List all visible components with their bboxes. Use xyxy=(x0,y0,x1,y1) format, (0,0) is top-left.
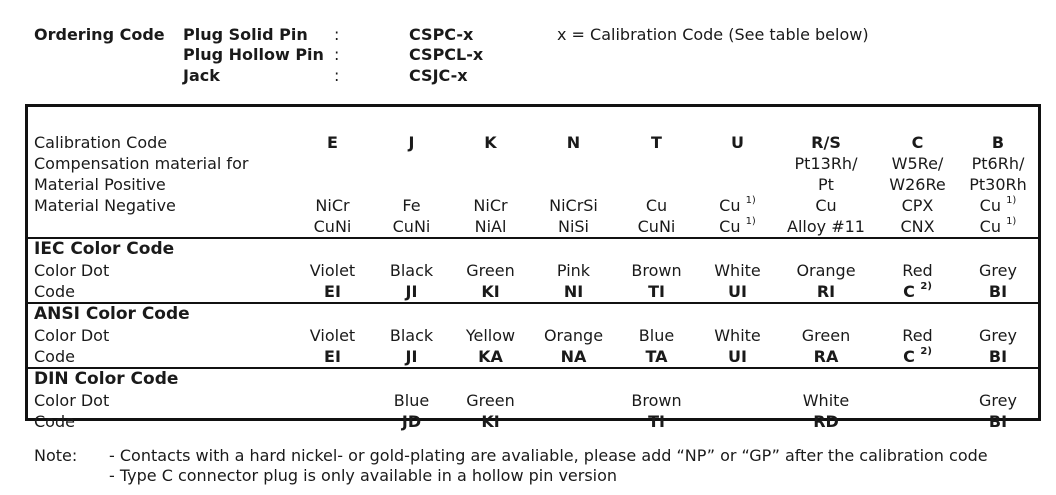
cell-c: CNX xyxy=(900,217,935,236)
separator: : xyxy=(334,66,340,85)
din-section-title: DIN Color Code xyxy=(28,368,1038,390)
ansi-section-title: ANSI Color Code xyxy=(28,303,1038,325)
material-negative-row-2 xyxy=(28,216,1038,238)
cell-r-s: Cu xyxy=(815,196,837,215)
cell-c: W26Re xyxy=(889,175,946,194)
cell-j: J xyxy=(408,133,415,152)
iec-code-7: C $^{2)}$ xyxy=(903,280,932,301)
cell-t: Cu xyxy=(645,196,668,215)
row-label: Code xyxy=(34,347,75,366)
material-negative-row-1 xyxy=(28,195,1038,216)
note-line-plating: - Contacts with a hard nickel- or gold-plating are avaliable, please add “NP” or “GP” after the calibration code xyxy=(109,446,988,465)
row-label: Material Positive xyxy=(34,175,166,194)
iec-dot-0: Violet xyxy=(309,261,356,280)
ansi-dot-7: Red xyxy=(902,326,933,345)
din-dot-6: White xyxy=(802,391,850,410)
ansi-code-6: RA xyxy=(813,347,839,366)
iec-code-row xyxy=(28,281,1038,303)
cell-u xyxy=(700,153,775,174)
ansi-code-7: C $^{2)}$ xyxy=(903,345,932,366)
cell-e: NiCr xyxy=(315,196,350,215)
cell-b: Cu $^{1)}$ xyxy=(979,215,1017,236)
ansi-dot-3: Orange xyxy=(543,326,604,345)
cell-k xyxy=(447,174,534,195)
calibration-note: x = Calibration Code (See table below) xyxy=(557,25,869,44)
plug-hollow-pin-code: CSPCL-x xyxy=(409,45,484,64)
cell-u: Cu $^{1)}$ xyxy=(719,215,756,236)
cell-c: C xyxy=(911,133,924,152)
cell-b: Pt6Rh/ xyxy=(971,154,1025,173)
row-label: Calibration Code xyxy=(34,133,168,152)
cell-n: N xyxy=(566,133,581,152)
iec-code-5: UI xyxy=(728,282,747,301)
din-code-5 xyxy=(700,411,775,432)
row-label: Material Negative xyxy=(34,196,176,215)
cell-j: CuNi xyxy=(392,217,431,236)
cell-r-s: Alloy #11 xyxy=(787,217,865,236)
ansi-dot-1: Black xyxy=(389,326,434,345)
cell-r-s: Pt xyxy=(818,175,834,194)
cell-k: NiCr xyxy=(473,196,508,215)
din-code-8: BI xyxy=(988,412,1008,431)
row-label: Code xyxy=(34,282,75,301)
cell-j: Fe xyxy=(402,196,421,215)
ansi-code-3: NA xyxy=(560,347,587,366)
din-dot-3 xyxy=(534,390,613,411)
iec-dot-8: Grey xyxy=(979,261,1017,280)
ansi-dot-6: Green xyxy=(801,326,851,345)
cell-j xyxy=(376,153,447,174)
iec-dot-2: Green xyxy=(466,261,515,280)
ansi-code-8: BI xyxy=(988,347,1008,366)
ansi-dot-0: Violet xyxy=(309,326,356,345)
cell-c: W5Re/ xyxy=(891,154,944,173)
iec-code-0: EI xyxy=(324,282,341,301)
cell-e: E xyxy=(327,133,338,152)
ansi-dot-4: Blue xyxy=(638,326,675,345)
jack-code: CSJC-x xyxy=(409,66,468,85)
cell-t: T xyxy=(651,133,662,152)
calibration-table-frame xyxy=(25,104,1041,431)
din-dot-5 xyxy=(700,390,775,411)
din-code-1: JD xyxy=(401,412,422,431)
jack-label: Jack xyxy=(183,66,220,85)
din-code-7 xyxy=(877,411,958,432)
din-dot-0 xyxy=(289,390,376,411)
cell-e xyxy=(289,174,376,195)
cell-b: Cu $^{1)}$ xyxy=(979,194,1017,215)
cell-t: CuNi xyxy=(637,217,676,236)
note-label: Note: xyxy=(34,446,78,465)
ansi-code-1: JI xyxy=(405,347,418,366)
din-dot-4: Brown xyxy=(631,391,682,410)
row-label: Compensation material for xyxy=(34,154,249,173)
din-code-4: TI xyxy=(648,412,665,431)
ansi-code-2: KA xyxy=(478,347,503,366)
calibration-code-row xyxy=(28,132,1038,153)
iec-dot-5: White xyxy=(714,261,761,280)
ansi-code-0: EI xyxy=(324,347,341,366)
separator: : xyxy=(334,25,340,44)
din-section-title-row xyxy=(28,368,1038,390)
cell-u xyxy=(700,174,775,195)
cell-n xyxy=(534,153,613,174)
din-code-3 xyxy=(534,411,613,432)
iec-dot-6: Orange xyxy=(796,261,856,280)
din-code-6: RD xyxy=(813,412,839,431)
ansi-code-5: UI xyxy=(728,347,747,366)
plug-solid-pin-code: CSPC-x xyxy=(409,25,474,44)
cell-b: Pt30Rh xyxy=(969,175,1027,194)
cell-u: Cu $^{1)}$ xyxy=(719,194,756,215)
din-code-row xyxy=(28,411,1038,432)
cell-c: CPX xyxy=(901,196,934,215)
cell-n xyxy=(534,174,613,195)
row-label: Color Dot xyxy=(34,261,110,280)
row-label: Code xyxy=(34,412,75,431)
plug-solid-pin-label: Plug Solid Pin xyxy=(183,25,308,44)
ordering-code-label: Ordering Code xyxy=(34,25,165,44)
iec-dot-1: Black xyxy=(389,261,434,280)
cell-r-s: Pt13Rh/ xyxy=(794,154,858,173)
cell-e: CuNi xyxy=(313,217,352,236)
iec-color-dot-row xyxy=(28,260,1038,281)
cell-e xyxy=(289,153,376,174)
ansi-color-dot-row xyxy=(28,325,1038,346)
calibration-table xyxy=(28,107,1038,432)
cell-t xyxy=(613,174,700,195)
din-code-0 xyxy=(289,411,376,432)
din-dot-1: Blue xyxy=(393,391,430,410)
plug-hollow-pin-label: Plug Hollow Pin xyxy=(183,45,324,64)
ansi-dot-2: Yellow xyxy=(465,326,516,345)
cell-k: K xyxy=(484,133,497,152)
ansi-dot-8: Grey xyxy=(979,326,1017,345)
cell-n: NiSi xyxy=(557,217,589,236)
cell-k: NiAl xyxy=(474,217,507,236)
din-dot-7 xyxy=(877,390,958,411)
cell-u: U xyxy=(731,133,744,152)
material-positive-row xyxy=(28,174,1038,195)
ansi-section-title-row xyxy=(28,303,1038,325)
row-label: Color Dot xyxy=(34,326,110,345)
din-dot-8: Grey xyxy=(979,391,1017,410)
ansi-code-4: TA xyxy=(645,347,668,366)
iec-dot-7: Red xyxy=(902,261,933,280)
iec-code-3: NI xyxy=(563,282,584,301)
cell-t xyxy=(613,153,700,174)
cell-b: B xyxy=(991,133,1005,152)
iec-section-title-row xyxy=(28,238,1038,260)
separator: : xyxy=(334,45,340,64)
iec-dot-4: Brown xyxy=(631,261,682,280)
row-label: Color Dot xyxy=(34,391,110,410)
din-code-2: KI xyxy=(481,412,500,431)
iec-section-title: IEC Color Code xyxy=(28,238,1038,260)
cell-n: NiCrSi xyxy=(549,196,598,215)
iec-code-2: KI xyxy=(481,282,500,301)
ansi-code-row xyxy=(28,346,1038,368)
din-dot-2: Green xyxy=(466,391,515,410)
note-line-type-c: - Type C connector plug is only available in a hollow pin version xyxy=(109,466,618,485)
iec-code-6: RI xyxy=(816,282,836,301)
iec-code-8: BI xyxy=(988,282,1008,301)
cell-k xyxy=(447,153,534,174)
iec-code-4: TI xyxy=(648,282,665,301)
cell-j xyxy=(376,174,447,195)
compensation-row xyxy=(28,153,1038,174)
iec-dot-3: Pink xyxy=(556,261,591,280)
cell-r-s: R/S xyxy=(811,133,841,152)
row-label xyxy=(28,216,289,238)
iec-code-1: JI xyxy=(405,282,418,301)
ansi-dot-5: White xyxy=(714,326,761,345)
din-color-dot-row xyxy=(28,390,1038,411)
